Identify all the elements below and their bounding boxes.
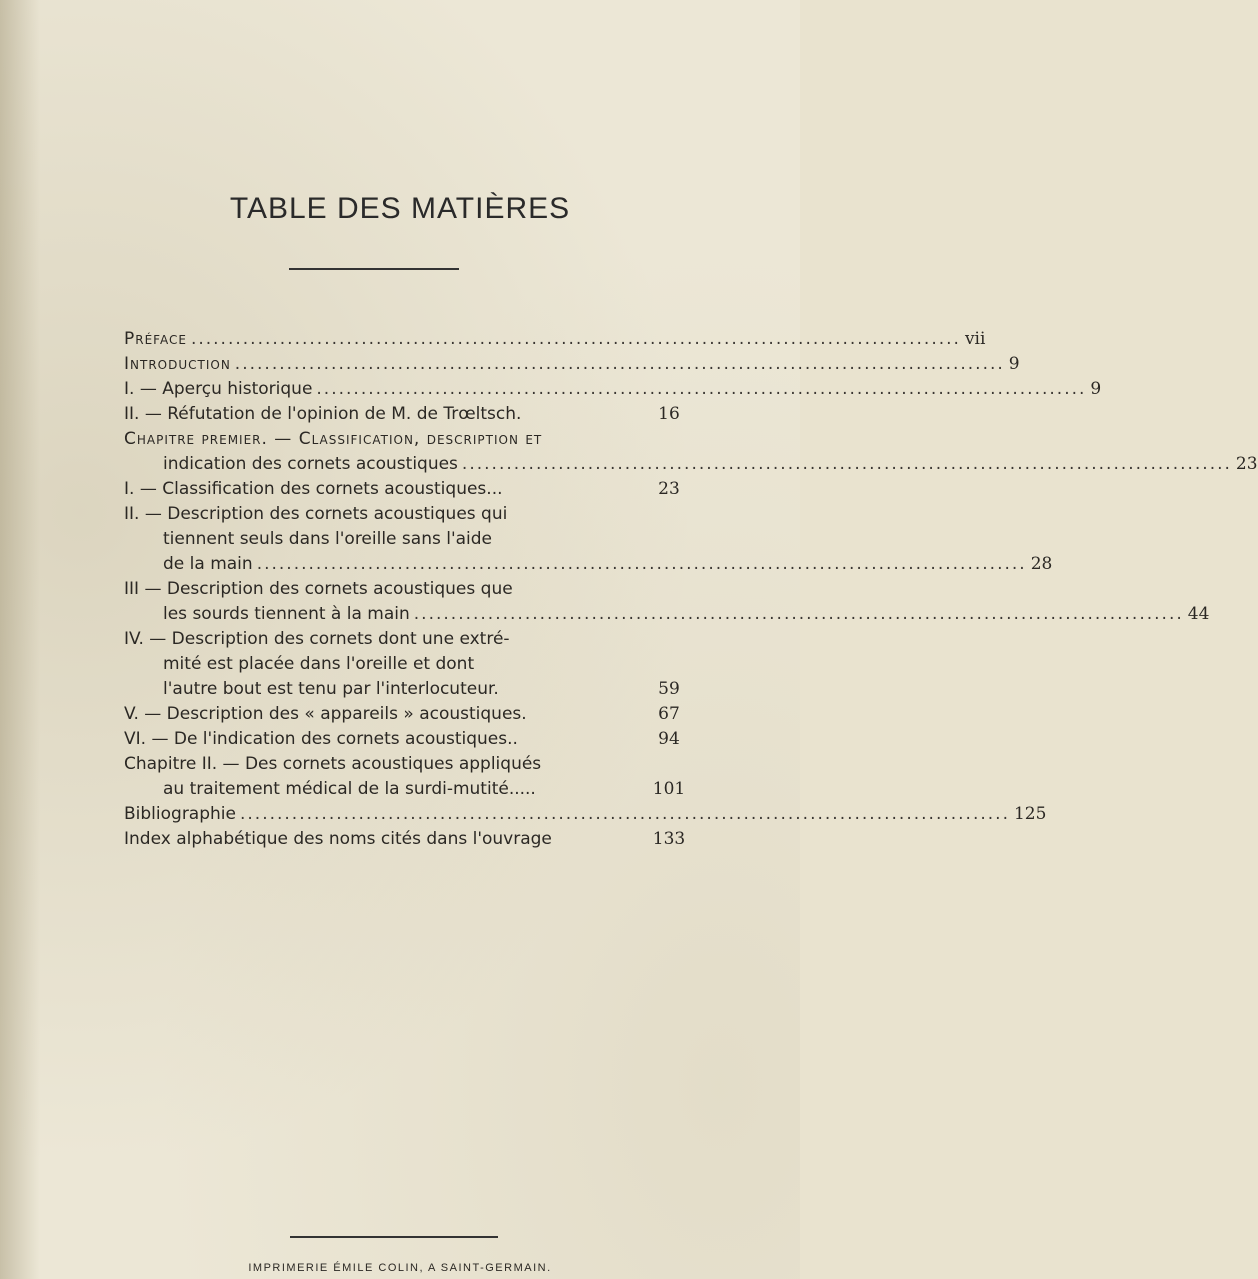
table-of-contents (124, 327, 1258, 852)
footer-rule (290, 1236, 498, 1238)
toc-entry-page: 23 (658, 479, 680, 499)
title-rule (289, 268, 459, 270)
dot-leader: ........................................................................................................ (256, 554, 1027, 574)
toc-entry-classification (124, 477, 686, 502)
toc-entry-appareils (124, 702, 686, 727)
toc-entry-page: 67 (658, 704, 680, 724)
dot-leader: ........................................................................................................ (190, 329, 961, 349)
toc-entry-label: I. — Aperçu historique (124, 379, 313, 399)
toc-entry-description-main (124, 577, 1210, 627)
toc-entry-apercu (124, 377, 1102, 402)
toc-entry-label: VI. — De l'indication des cornets acoustiques.. (124, 729, 518, 749)
toc-entry-label: Chapitre premier. — Classification, description et (124, 429, 543, 449)
toc-entry-continuation: de la main (163, 554, 253, 574)
toc-entry-continuation: tiennent seuls dans l'oreille sans l'aide (163, 529, 493, 549)
dot-leader: ........................................................................................................ (234, 354, 1005, 374)
dot-leader: ........................................................................................................ (239, 804, 1010, 824)
toc-entry-description-interlocuteur (124, 627, 686, 702)
toc-entry-chapitre-premier (124, 427, 1258, 477)
toc-entry-label: II. — Description des cornets acoustiques qui (124, 504, 508, 524)
toc-entry-page: 125 (1013, 804, 1047, 824)
toc-entry-label: Index alphabétique des noms cités dans l'ouvrage (124, 829, 552, 849)
toc-entry-page: 59 (658, 679, 680, 699)
printer-imprint: IMPRIMERIE ÉMILE COLIN, A SAINT-GERMAIN. (248, 1262, 552, 1274)
toc-entry-label: Introduction (124, 354, 231, 374)
toc-entry-refutation (124, 402, 686, 427)
toc-entry-page: 23 (1235, 454, 1258, 474)
toc-entry-page: 133 (652, 829, 686, 849)
toc-entry-page: 28 (1030, 554, 1053, 574)
toc-entry-label: Préface (124, 329, 187, 349)
toc-entry-page: 44 (1187, 604, 1210, 624)
toc-entry-label: IV. — Description des cornets dont une extré- (124, 629, 510, 649)
toc-entry-page: 16 (658, 404, 680, 424)
toc-entry-page: 94 (658, 729, 680, 749)
toc-entry-page: 101 (652, 779, 686, 799)
toc-entry-continuation: l'autre bout est tenu par l'interlocuteur. (163, 679, 499, 699)
toc-entry-label: Chapitre II. — Des cornets acoustiques appliqués (124, 754, 542, 774)
dot-leader: ........................................................................................................ (413, 604, 1184, 624)
toc-entry-index (124, 827, 686, 852)
toc-entry-page: 9 (1090, 379, 1102, 399)
toc-entry-chapitre-ii (124, 752, 686, 802)
toc-entry-continuation: au traitement médical de la surdi-mutité..... (163, 779, 536, 799)
toc-entry-label: III — Description des cornets acoustiques que (124, 579, 513, 599)
page-title: TABLE DES MATIÈRES (229, 192, 571, 225)
toc-entry-label: I. — Classification des cornets acoustiques... (124, 479, 503, 499)
toc-entry-description-oreille (124, 502, 1053, 577)
toc-entry-label: Bibliographie (124, 804, 236, 824)
toc-entry-page: 9 (1008, 354, 1020, 374)
dot-leader: ........................................................................................................ (316, 379, 1087, 399)
toc-entry-preface (124, 327, 986, 352)
toc-entry-continuation: indication des cornets acoustiques (163, 454, 458, 474)
toc-entry-introduction (124, 352, 1020, 377)
toc-entry-indication (124, 727, 686, 752)
toc-entry-label: V. — Description des « appareils » acoustiques. (124, 704, 527, 724)
toc-entry-continuation: mité est placée dans l'oreille et dont (163, 654, 475, 674)
toc-entry-bibliographie (124, 802, 1047, 827)
toc-entry-label: II. — Réfutation de l'opinion de M. de Trœltsch. (124, 404, 522, 424)
dot-leader: ........................................................................................................ (461, 454, 1232, 474)
toc-entry-continuation: les sourds tiennent à la main (163, 604, 410, 624)
toc-entry-page: vii (964, 329, 986, 349)
